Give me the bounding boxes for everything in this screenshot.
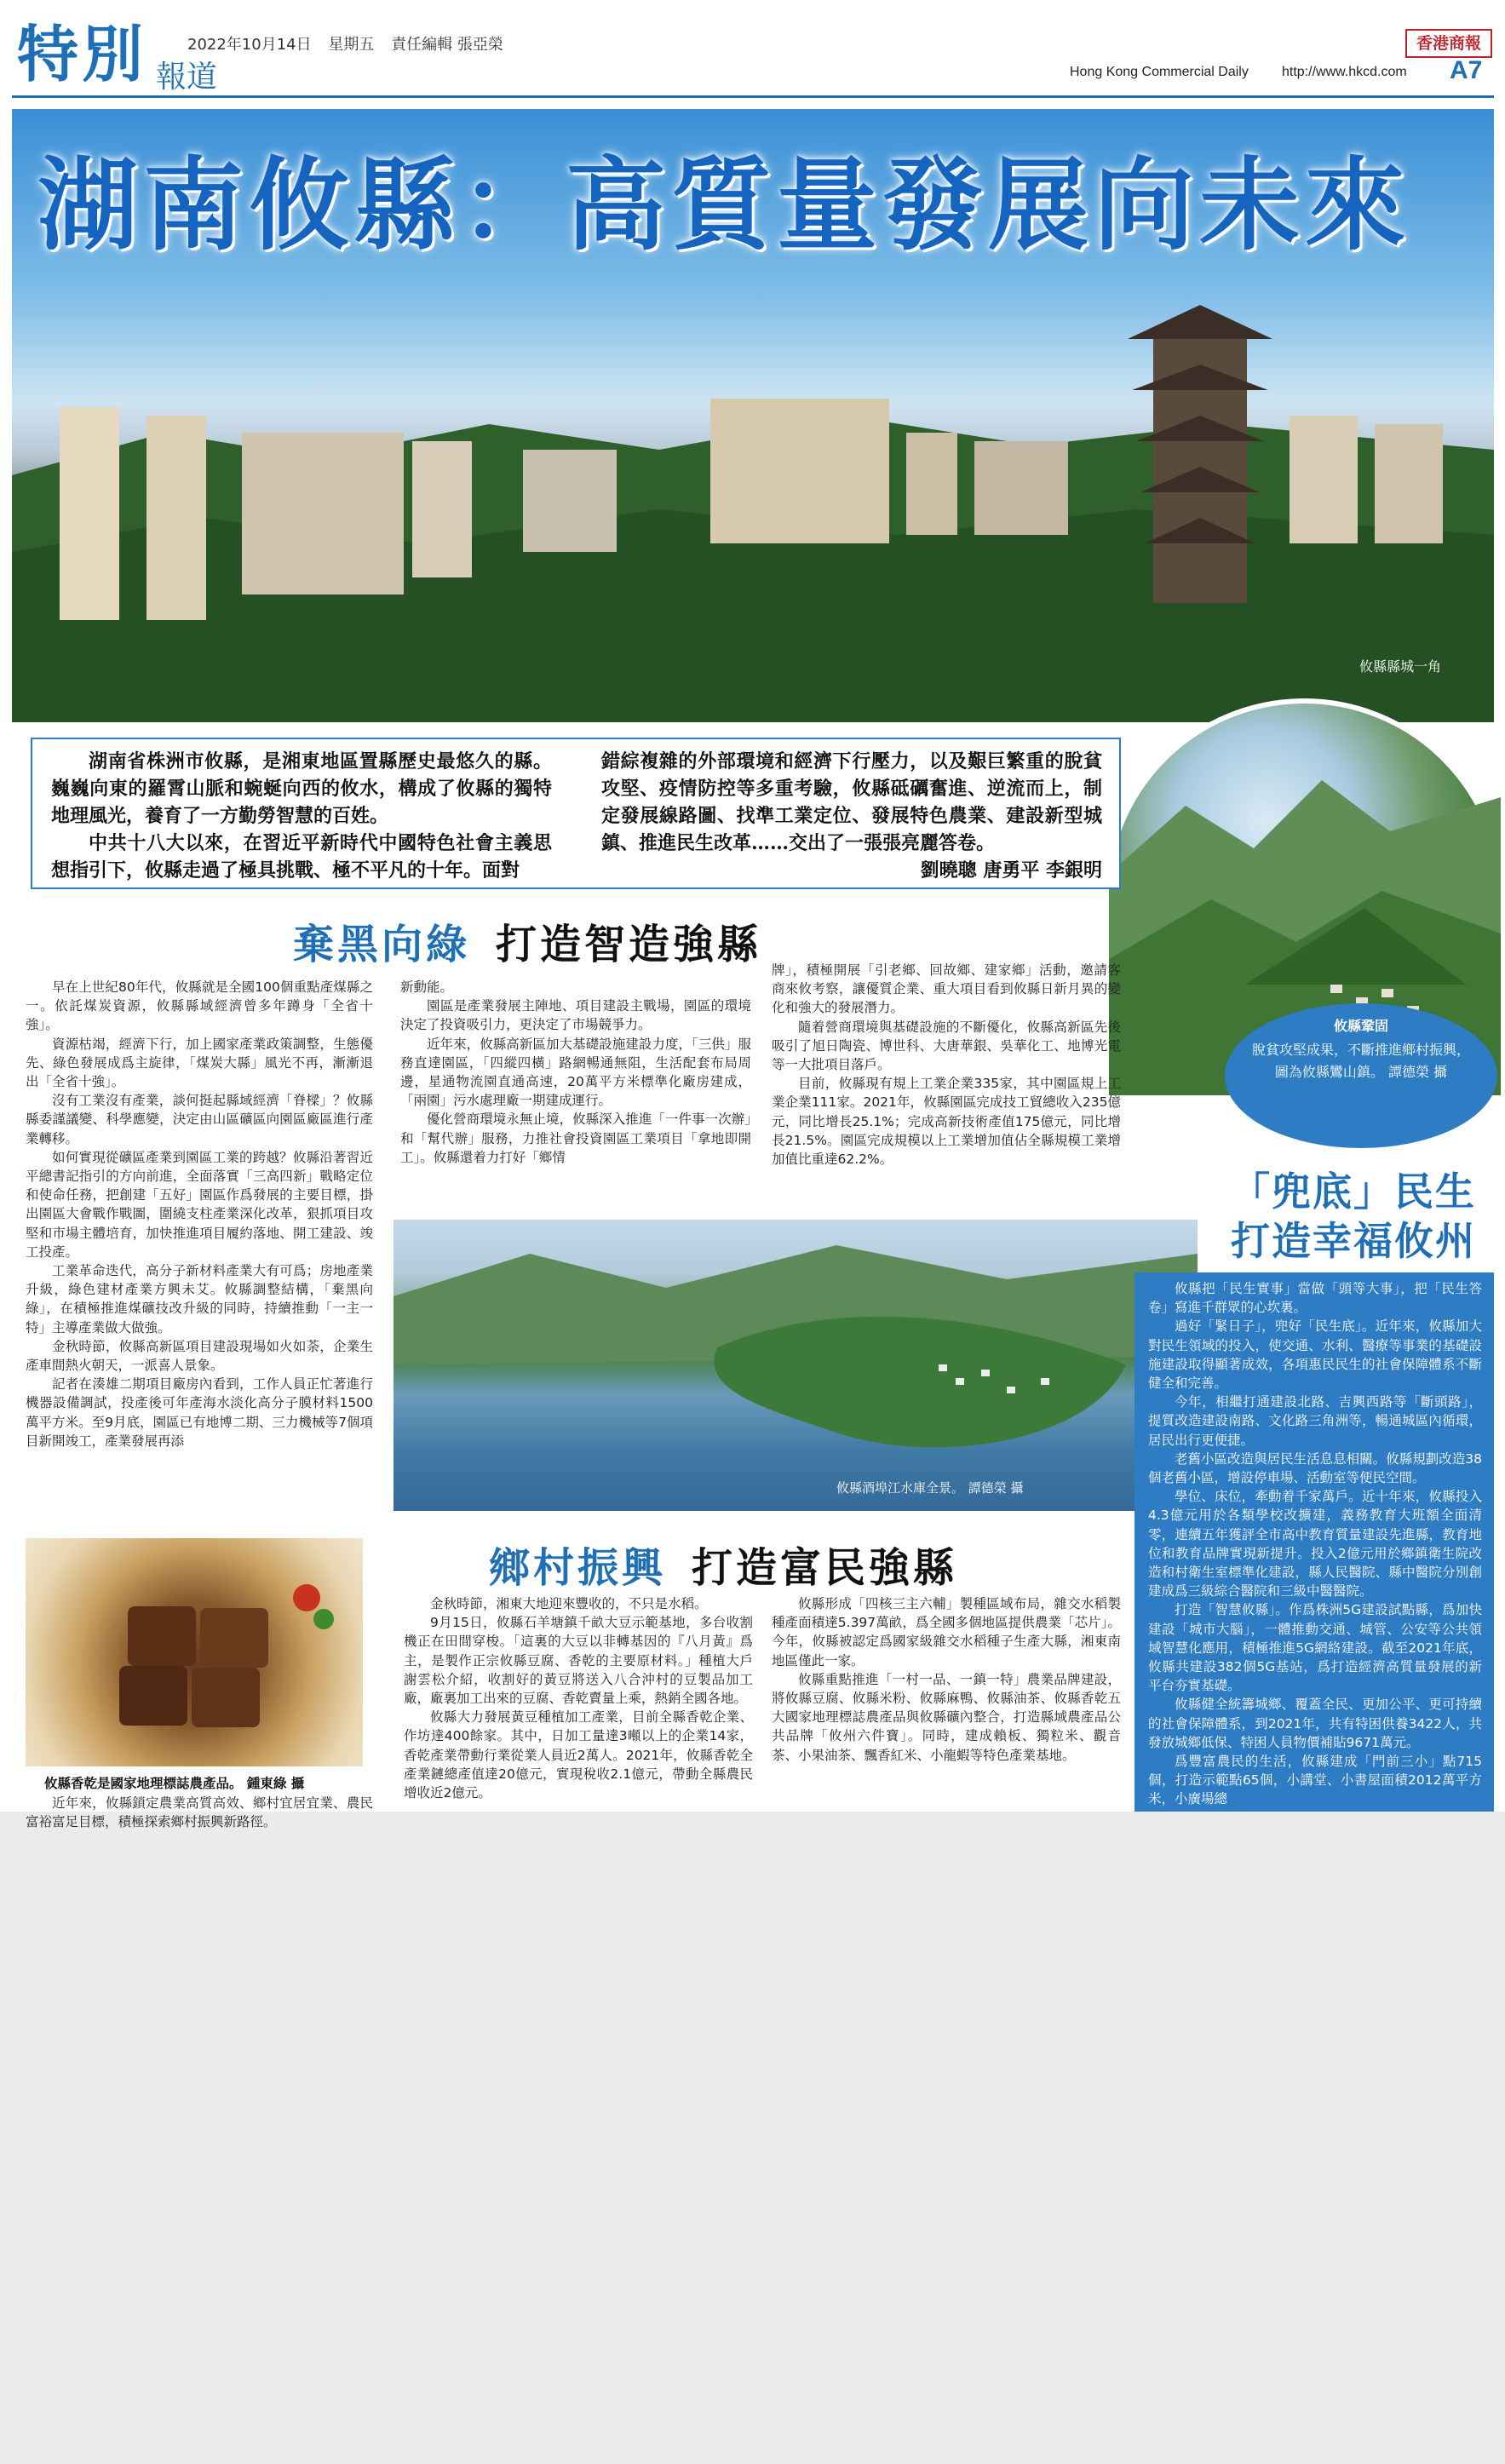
article-paragraph: 金秋時節，湘東大地迎來豐收的，不只是水稻。 [430, 1596, 708, 1611]
section2-headline [489, 1535, 957, 1594]
section2-column-1 [26, 1794, 373, 1830]
article-paragraph: 早在上世紀80年代，攸縣就是全國100個重點產煤縣之一。依託煤炭資源，攸縣縣域經濟曾多年蹲身「全省十強」。 [26, 979, 373, 1033]
article-paragraph: 攸縣重點推進「一村一品、一鎮一特」農業品牌建設，將攸縣豆腐、攸縣米粉、攸縣麻鴨、攸縣油茶、攸縣香乾五大國家地理標誌農產品與攸縣礦內整合，打造縣域農產品公共品牌「攸州六件寶」。同時，建成賴板、獨粒米、觀音茶、小果油茶、飄香紅米、小龍蝦等特色產業基地。 [772, 1671, 1121, 1763]
newspaper-url[interactable]: http://www.hkcd.com [1282, 65, 1407, 79]
article-paragraph: 9月15日，攸縣石羊塘鎮千畝大豆示範基地，多台收割機正在田間穿梭。「這裏的大豆以非轉基因的『八月黃』爲主，是製作正宗攸縣豆腐、香乾的主要原材料。」種植大戶謝雲松介紹，收割好的黃豆將送入八合沖村的豆製品加工廠，廠裏加工出來的豆腐、香乾賣量上乘，熱銷全國各地。 [404, 1615, 753, 1707]
hero-photo-credit: 攸縣縣城一角 [1359, 658, 1442, 675]
section2-column-3 [772, 1594, 1121, 1812]
article-paragraph: 優化營商環境永無止境，攸縣深入推進「一件事一次辦」和「幫代辦」服務，力推社會投資園區工業項目「拿地即開工」。攸縣還着力打好「鄉情 [400, 1111, 751, 1165]
section2-headline-blue: 鄉村振興 [489, 1544, 667, 1592]
dried-tofu-caption: 攸縣香乾是國家地理標誌農產品。 鍾東綠 攝 [44, 1776, 305, 1791]
article-paragraph: 今年，相繼打通建設北路、吉興西路等「斷頭路」，提質改造建設南路、文化路三角洲等，暢通城區內循環，居民出行更便捷。 [1148, 1394, 1482, 1448]
page-number: A7 [1450, 56, 1483, 84]
section2-headline-black: 打造富民強縣 [692, 1544, 958, 1592]
right-headline-line2: 打造幸福攸州 [1231, 1218, 1476, 1264]
issue-date-line [187, 32, 515, 55]
article-paragraph: 近年來，攸縣鎖定農業高質高效、鄉村宜居宜業、農民富裕富足目標，積極探索鄉村振興新路徑。 [26, 1795, 373, 1830]
hero-title: 湖南攸縣：高質量發展向未來 [37, 146, 1411, 264]
reservoir-photo [393, 1220, 1198, 1511]
article-paragraph: 過好「緊日子」，兜好「民生底」。近年來，攸縣加大對民生領域的投入，使交通、水利、醫療等事業的基礎設施建設取得顯著成效，各項惠民民生的社會保障體系不斷健全和完善。 [1148, 1318, 1482, 1392]
newspaper-logo: 香港商報 [1405, 29, 1492, 58]
caption-text: 脫貧攻堅成果，不斷推進鄉村振興，圖為攸縣鸞山鎮。 譚德榮 攝 [1252, 1042, 1471, 1080]
right-column-box [1134, 1272, 1494, 1812]
intro-authors: 劉曉聰 唐勇平 李銀明 [920, 859, 1102, 882]
article-paragraph: 新動能。 [400, 979, 454, 995]
dried-tofu-photo [26, 1538, 363, 1766]
article-paragraph: 攸縣大力發展黃豆種植加工產業，目前全縣香乾企業、作坊達400餘家。其中，日加工量達3噸以上的企業14家，香乾產業帶動行業從業人員近2萬人。2021年，攸縣香乾全產業鏈總產值達20億元，實現稅收2.1億元，帶動全縣農民增收近2億元。 [404, 1709, 753, 1801]
article-paragraph: 攸縣把「民生實事」當做「頭等大事」，把「民生答卷」寫進千群眾的心坎裏。 [1148, 1281, 1482, 1316]
right-headline [1213, 1167, 1494, 1266]
section1-headline-blue: 棄黑向綠 [293, 921, 471, 968]
intro-left-column [51, 748, 552, 884]
article-paragraph: 近年來，攸縣高新區加大基礎設施建設力度，「三供」服務直達園區，「四縱四橫」路網暢通無阻，生活配套布局周邊，星通物流園直通高速，20萬平方米標準化廠房建成，「兩園」污水處理廠一期建成運行。 [400, 1036, 751, 1109]
right-headline-line1: 「兜底」民生 [1231, 1169, 1476, 1215]
section1-column-1 [26, 978, 373, 1504]
intro-paragraph: 錯綜複雜的外部環境和經濟下行壓力，以及艱巨繁重的脫貧攻堅、疫情防控等多重考驗，攸縣砥礪奮進、逆流而上，制定發展線路圖、找準工業定位、發展特色農業、建設新型城鎮、推進民生改革……交出了一張張亮麗答卷。 [601, 750, 1102, 854]
article-paragraph: 園區是產業發展主陣地、項目建設主戰場，園區的環境決定了投資吸引力，更決定了市場競爭力。 [400, 998, 751, 1033]
intro-paragraph: 中共十八大以來，在習近平新時代中國特色社會主義思想指引下，攸縣走過了極具挑戰、極不平凡的十年。面對 [51, 832, 552, 882]
article-paragraph: 沒有工業沒有產業，談何挺起縣域經濟「脊樑」？攸縣縣委謹議變、科學應變，決定由山區礦區向園區廠區進行產業轉移。 [26, 1093, 373, 1146]
issue-date: 2022年10月14日 [187, 36, 312, 54]
section-sub: 報道 [156, 60, 218, 95]
intro-paragraph: 湖南省株洲市攸縣，是湘東地區置縣歷史最悠久的縣。巍巍向東的羅霄山脈和蜿蜒向西的攸水，構成了攸縣的獨特地理風光，養育了一方勤勞智慧的百姓。 [51, 750, 552, 827]
article-paragraph: 金秋時節，攸縣高新區項目建設現場如火如荼，企業生產車間熱火朝天，一派喜人景象。 [26, 1338, 373, 1374]
article-paragraph: 隨着營商環境與基礎設施的不斷優化，攸縣高新區先後吸引了旭日陶瓷、博世科、大唐華銀、吳華化工、地博光電等一大批項目落戶。 [772, 1019, 1121, 1073]
article-paragraph: 目前，攸縣現有規上工業企業335家，其中園區規上工業企業111家。2021年，攸縣園區完成技工貿總收入235億元，同比增長25.1%；完成高新技術產值175億元，同比增長21.5%。園區完成規模以上工業增加值佔全縣規模工業增加值比重達62.2%。 [772, 1076, 1121, 1168]
article-paragraph: 爲豐富農民的生活，攸縣建成「門前三小」點715個，打造示範點65個，小講堂、小書屋面積2012萬平方米，小廣場總 [1148, 1754, 1482, 1807]
section1-headline [293, 911, 761, 970]
article-paragraph: 牌」，積極開展「引老鄉、回故鄉、建家鄉」活動，邀請客商來攸考察，讓優質企業、重大項目看到攸縣日新月異的變化和強大的發展潛力。 [772, 962, 1121, 1016]
caption-title: 攸縣鞏固 [1333, 1018, 1388, 1034]
reservoir-photo-credit: 攸縣酒埠江水庫全景。 譚德榮 攝 [836, 1480, 1024, 1496]
article-paragraph: 攸縣健全統籌城鄉、覆蓋全民、更加公平、更可持續的社會保障體系，到2021年，共有特困供養3422人，共發放城鄉低保、特困人員物價補貼9671萬元。 [1148, 1697, 1482, 1750]
article-paragraph: 打造「智慧攸縣」。作爲株洲5G建設試點縣，爲加快建設「城市大腦」，一體推動交通、城管、公安等公共領域智慧化應用，積極推進5G網絡建設。截至2021年底，攸縣共建設382個5G基站，爲打造經濟高質量發展的新平台夯實基礎。 [1148, 1602, 1482, 1694]
hero-photo [12, 109, 1494, 722]
intro-right-column [601, 748, 1102, 884]
section-name: 特別 [17, 18, 147, 90]
masthead-rule [12, 95, 1494, 98]
article-paragraph: 記者在湊雄二期項目廠房內看到，工作人員正忙著進行機器設備調試，投產後可年產海水淡化高分子膜材料1500萬平方米。至9月底，園區已有地博二期、三力機械等7個項目新開竣工，產業發展再添 [26, 1376, 373, 1449]
english-name: Hong Kong Commercial Daily [1070, 65, 1249, 79]
right-column-text [1148, 1279, 1482, 1809]
article-paragraph: 如何實現從礦區產業到園區工業的跨越？攸縣沿著習近平總書記指引的方向前進，全面落實「三高四新」戰略定位和使命任務，把創建「五好」園區作爲發展的主要目標，掛出園區大會戰作戰圖，圍繞支柱產業深化改革，狠抓項目攻堅和市場主體培育，加快推進項目履約落地、開工建設、竣工投產。 [26, 1149, 373, 1260]
article-paragraph: 工業革命迭代，高分子新材料產業大有可爲；房地產業升級，綠色建材產業方興未艾。攸縣調整結構，「棄黑向綠」，在積極推進煤礦技改升級的同時，持續推動「一主一特」主導產業做大做強。 [26, 1263, 373, 1335]
editor-credit: 責任編輯 張亞榮 [391, 36, 503, 54]
article-paragraph: 老舊小區改造與居民生活息息相關。攸縣規劃改造38個老舊小區，增設停車場、活動室等便民空間。 [1148, 1450, 1482, 1486]
article-paragraph: 資源枯竭，經濟下行，加上國家產業政策調整，生態優先、綠色發展成爲主旋律，「煤炭大縣」風光不再，漸漸退出「全省十強」。 [26, 1036, 373, 1090]
section1-headline-black: 打造智造強縣 [496, 921, 762, 968]
intro-box [31, 738, 1121, 889]
dried-tofu-illustration [26, 1538, 363, 1766]
issue-weekday: 星期五 [328, 36, 375, 54]
masthead [0, 0, 1505, 101]
reservoir-illustration [393, 1220, 1198, 1511]
section2-column-2 [404, 1594, 753, 1812]
circle-photo-caption [1225, 1003, 1497, 1148]
article-paragraph: 攸縣形成「四核三主六輔」製種區域布局，雜交水稻製種產面積達5.397萬畝，爲全國多個地區提供農業「芯片」。今年，攸縣被認定爲國家級雜交水稻種子生產大縣，湘東南地區僅此一家。 [772, 1596, 1121, 1669]
article-paragraph: 學位、床位，牽動着千家萬戶。近十年來，攸縣投入4.3億元用於各類學校改擴建，義務教育大班額全面清零，連續五年獲評全市高中教育質量建設先進縣，教育地位和教育品牌實現新提升。投入2億元用於鄉鎮衛生院改造和村衛生室標準化建設，縣人民醫院、縣中醫院分別創建成爲三級綜合醫院和三級中醫醫院。 [1148, 1489, 1482, 1600]
